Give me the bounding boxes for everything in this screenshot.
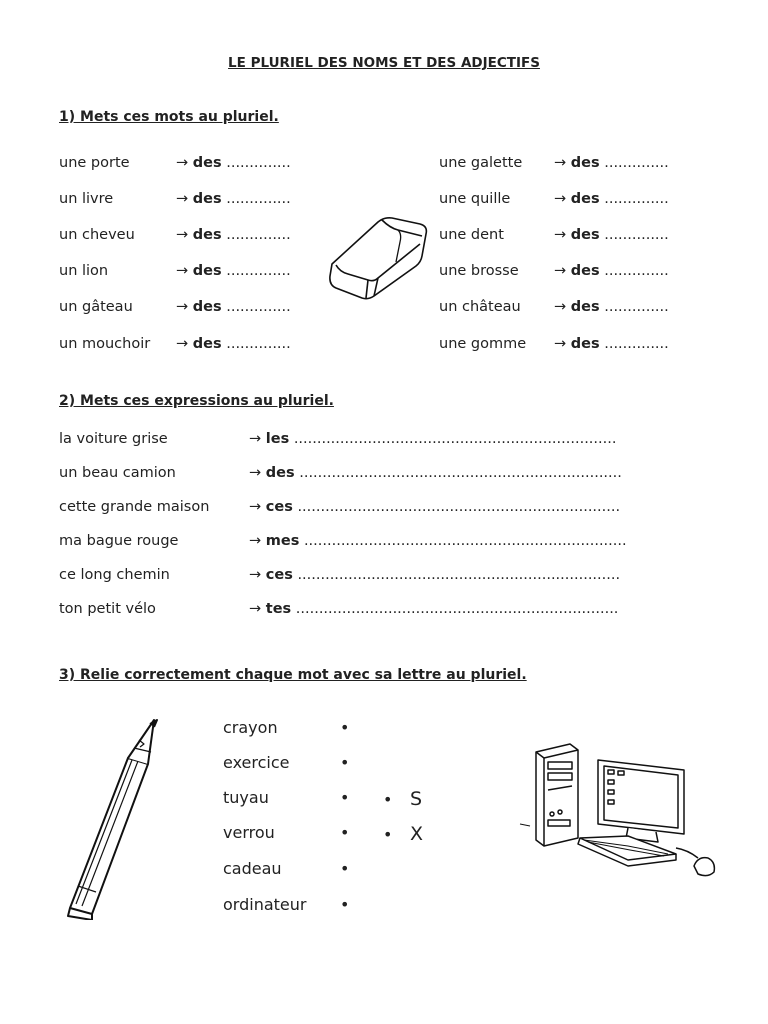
answer-blank[interactable]: ..............: [226, 155, 291, 171]
answer-blank[interactable]: ..............: [604, 299, 669, 315]
answer-line: [176, 263, 291, 279]
arrow-icon: →: [554, 336, 567, 352]
word-left: un mouchoir: [59, 336, 151, 352]
word-right: une quille: [439, 191, 511, 207]
match-word: crayon: [223, 718, 278, 737]
answer-line: [249, 567, 620, 583]
article: des: [192, 155, 222, 171]
answer-blank[interactable]: ......................................................................: [295, 601, 619, 617]
answer-line: [554, 336, 669, 352]
answer-line: [249, 533, 627, 549]
article: des: [192, 336, 222, 352]
phrase: ton petit vélo: [59, 601, 156, 617]
word-left: un livre: [59, 191, 114, 207]
match-word: verrou: [223, 823, 275, 842]
answer-line: [249, 499, 620, 515]
article: des: [570, 263, 600, 279]
section2-heading: 2) Mets ces expressions au pluriel.: [59, 393, 334, 409]
pencil-icon: [62, 714, 166, 920]
article: des: [570, 336, 600, 352]
answer-blank[interactable]: ..............: [604, 336, 669, 352]
article: les: [265, 431, 290, 447]
section3-heading: 3) Relie correctement chaque mot avec sa lettre au pluriel.: [59, 667, 527, 683]
answer-line: [176, 336, 291, 352]
article: tes: [265, 601, 292, 617]
arrow-icon: →: [249, 499, 262, 515]
word-left: un lion: [59, 263, 109, 279]
word-left: un cheveu: [59, 227, 135, 243]
answer-blank[interactable]: ..............: [604, 263, 669, 279]
answer-line: [176, 191, 291, 207]
answer-line: [554, 263, 669, 279]
word-bullet[interactable]: •: [340, 859, 350, 878]
arrow-icon: →: [249, 465, 262, 481]
answer-line: [554, 227, 669, 243]
word-right: une gomme: [439, 336, 527, 352]
article: des: [570, 155, 600, 171]
letter-bullet[interactable]: •: [383, 825, 393, 844]
article: mes: [265, 533, 300, 549]
arrow-icon: →: [176, 299, 189, 315]
answer-line: [176, 227, 291, 243]
answer-line: [249, 431, 616, 447]
page-title: LE PLURIEL DES NOMS ET DES ADJECTIFS: [228, 55, 540, 71]
match-word: exercice: [223, 753, 290, 772]
article: des: [265, 465, 295, 481]
word-bullet[interactable]: •: [340, 823, 350, 842]
answer-line: [554, 299, 669, 315]
answer-blank[interactable]: ..............: [604, 191, 669, 207]
letter-x: X: [410, 823, 424, 845]
answer-line: [176, 299, 291, 315]
article: des: [192, 191, 222, 207]
article: des: [570, 191, 600, 207]
answer-line: [249, 601, 618, 617]
answer-blank[interactable]: ..............: [226, 227, 291, 243]
article: ces: [265, 567, 293, 583]
letter-s: S: [410, 788, 423, 810]
arrow-icon: →: [176, 336, 189, 352]
answer-line: [176, 155, 291, 171]
answer-line: [554, 155, 669, 171]
section1-heading: 1) Mets ces mots au pluriel.: [59, 109, 279, 125]
match-word: cadeau: [223, 859, 282, 878]
answer-blank[interactable]: ..............: [226, 191, 291, 207]
arrow-icon: →: [554, 299, 567, 315]
answer-blank[interactable]: ..............: [226, 263, 291, 279]
article: des: [570, 227, 600, 243]
answer-blank[interactable]: ..............: [226, 299, 291, 315]
word-right: une dent: [439, 227, 504, 243]
phrase: la voiture grise: [59, 431, 168, 447]
word-right: un château: [439, 299, 521, 315]
answer-blank[interactable]: ......................................................................: [299, 465, 622, 481]
answer-blank[interactable]: ..............: [604, 155, 669, 171]
arrow-icon: →: [176, 155, 189, 171]
arrow-icon: →: [249, 601, 262, 617]
arrow-icon: →: [554, 227, 567, 243]
article: des: [192, 263, 222, 279]
phrase: ce long chemin: [59, 567, 170, 583]
arrow-icon: →: [554, 263, 567, 279]
article: des: [192, 227, 222, 243]
arrow-icon: →: [176, 227, 189, 243]
arrow-icon: →: [249, 533, 262, 549]
eraser-icon: [326, 208, 432, 304]
article: des: [570, 299, 600, 315]
arrow-icon: →: [176, 191, 189, 207]
letter-bullet[interactable]: •: [383, 790, 393, 809]
article: des: [192, 299, 222, 315]
arrow-icon: →: [176, 263, 189, 279]
answer-blank[interactable]: ......................................................................: [297, 567, 621, 583]
article: ces: [265, 499, 293, 515]
word-bullet[interactable]: •: [340, 788, 350, 807]
word-bullet[interactable]: •: [340, 753, 350, 772]
word-bullet[interactable]: •: [340, 895, 350, 914]
answer-line: [249, 465, 622, 481]
answer-blank[interactable]: ..............: [226, 336, 291, 352]
word-left: une porte: [59, 155, 130, 171]
word-bullet[interactable]: •: [340, 718, 350, 737]
answer-blank[interactable]: ......................................................................: [293, 431, 617, 447]
answer-blank[interactable]: ......................................................................: [303, 533, 627, 549]
answer-line: [554, 191, 669, 207]
phrase: un beau camion: [59, 465, 176, 481]
word-left: un gâteau: [59, 299, 133, 315]
arrow-icon: →: [554, 191, 567, 207]
phrase: cette grande maison: [59, 499, 210, 515]
phrase: ma bague rouge: [59, 533, 179, 549]
arrow-icon: →: [249, 567, 262, 583]
word-right: une galette: [439, 155, 523, 171]
match-word: ordinateur: [223, 895, 307, 914]
computer-icon: [518, 742, 724, 878]
word-right: une brosse: [439, 263, 519, 279]
match-word: tuyau: [223, 788, 269, 807]
answer-blank[interactable]: ..............: [604, 227, 669, 243]
arrow-icon: →: [249, 431, 262, 447]
arrow-icon: →: [554, 155, 567, 171]
answer-blank[interactable]: ......................................................................: [297, 499, 621, 515]
